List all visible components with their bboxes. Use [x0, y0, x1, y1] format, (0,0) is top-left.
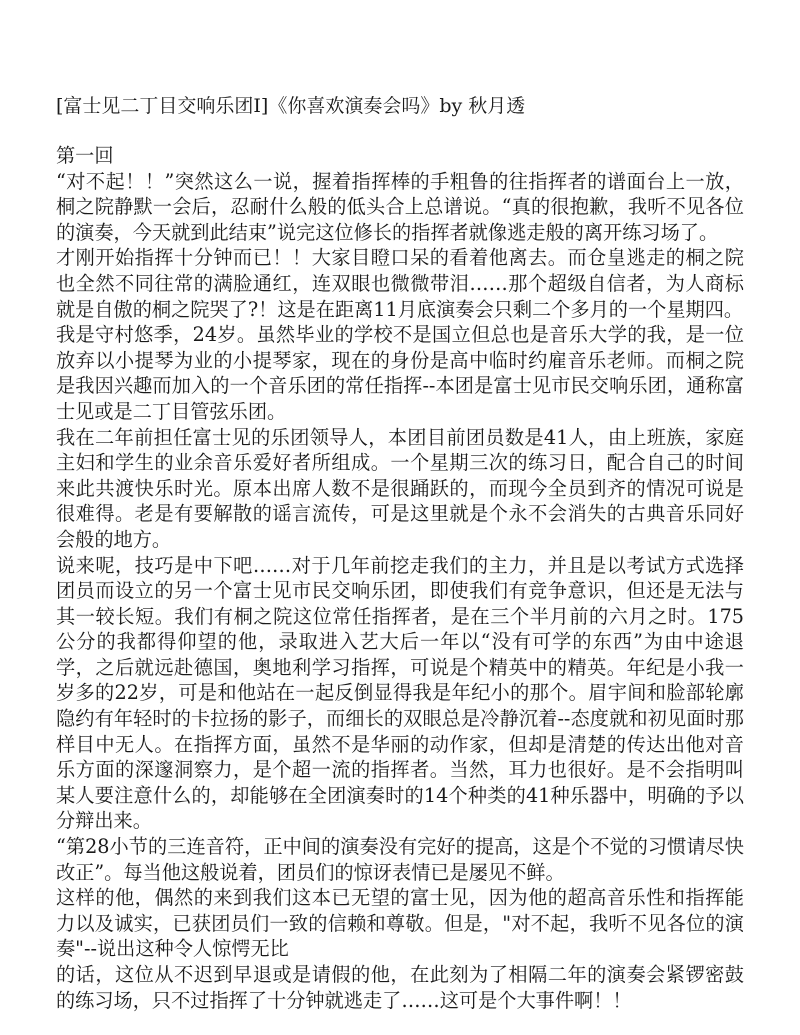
- paragraph: “对不起！！”突然这么一说，握着指挥棒的手粗鲁的往指挥者的谱面台上一放，桐之院静默一会后，忍耐什么般的低头合上总谱说。“真的很抱歉，我听不见各位的演奏，今天就到此结束”说完这位修长的指挥者就像逃走般的离开练习场了。: [56, 169, 744, 244]
- document-title: [富士见二丁目交响乐团Ⅰ]《你喜欢演奏会吗》by 秋月透: [56, 95, 526, 117]
- paragraph: 这样的他，偶然的来到我们这本已无望的富士见，因为他的超高音乐性和指挥能力以及诚实，已获团员们一致的信赖和尊敬。但是，"对不起，我听不见各位的演奏"--说出这种令人惊愕无比: [56, 886, 744, 961]
- paragraph: 说来呢，技巧是中下吧……对于几年前挖走我们的主力，并且是以考试方式选择团员而设立的另一个富士见市民交响乐团，即使我们有竞争意识，但还是无法与其一较长短。我们有桐之院这位常任指挥者，是在三个半月前的六月之时。175公分的我都得仰望的他，录取进入艺大后一年以“没有可学的东西”为由中途退学，之后就远赴德国，奥地利学习指挥，可说是个精英中的精英。年纪是小我一岁多的22岁，可是和他站在一起反倒显得我是年纪小的那个。眉宇间和脸部轮廓隐约有年轻时的卡拉扬的影子，而细长的双眼总是冷静沉着--态度就和初见面时那样目中无人。在指挥方面，虽然不是华丽的动作家，但却是清楚的传达出他对音乐方面的深邃洞察力，是个超一流的指挥者。当然，耳力也很好。是不会指明叫某人要注意什么的，却能够在全团演奏时的14个种类的41种乐器中，明确的予以分辩出来。: [56, 553, 744, 833]
- paragraph: 我在二年前担任富士见的乐团领导人，本团目前团员数是41人，由上班族，家庭主妇和学生的业余音乐爱好者所组成。一个星期三次的练习日，配合自己的时间来此共渡快乐时光。原本出席人数不是很踊跃的，而现今全员到齐的情况可说是很难得。老是有要解散的谣言流传，可是这里就是个永不会消失的古典音乐同好会般的地方。: [56, 425, 744, 551]
- paragraph: 才刚开始指挥十分钟而已！！大家目瞪口呆的看着他离去。而仓皇逃走的桐之院也全然不同往常的满脸通红，连双眼也微微带泪……那个超级自信者，为人商标就是自傲的桐之院哭了?！这是在距离11月底演奏会只剩二个多月的一个星期四。: [56, 246, 744, 321]
- document-body: [56, 143, 744, 1013]
- paragraph: 我是守村悠季，24岁。虽然毕业的学校不是国立但总也是音乐大学的我，是一位放弃以小提琴为业的小提琴家，现在的身份是高中临时约雇音乐老师。而桐之院是我因兴趣而加入的一个音乐团的常任指挥--本团是富士见市民交响乐团，通称富士见或是二丁目管弦乐团。: [56, 323, 744, 423]
- paragraph: 的话，这位从不迟到早退或是请假的他，在此刻为了相隔二年的演奏会紧锣密鼓的练习场，只不过指挥了十分钟就逃走了……这可是个大事件啊！！: [56, 963, 744, 1012]
- paragraph: “第28小节的三连音符，正中间的演奏没有完好的提高，这是个不觉的习惯请尽快改正”。每当他这般说着，团员们的惊讶表情已是屡见不鲜。: [56, 835, 744, 884]
- chapter-heading: 第一回: [56, 144, 114, 167]
